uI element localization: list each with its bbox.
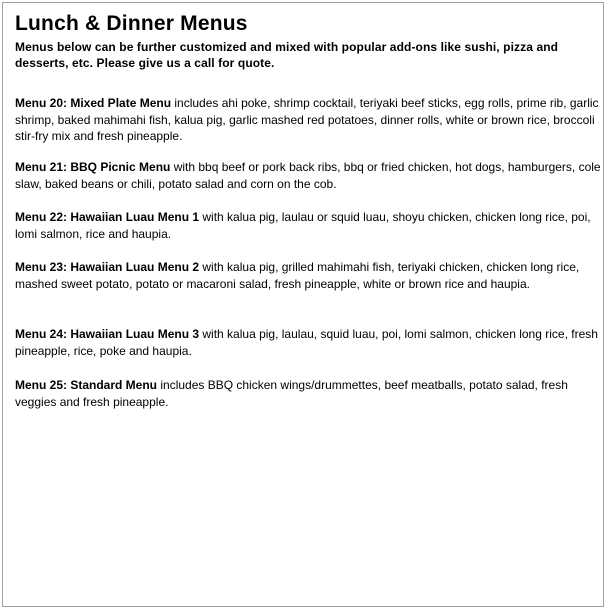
menu-description: with kalua pig, laulau or squid luau, shoyu chicken, chicken long rice, poi, lomi salmon, rice and haupia. xyxy=(15,210,591,241)
menu-number: Menu 22: xyxy=(15,210,71,224)
document-frame xyxy=(2,2,604,607)
menu-number: Menu 20: xyxy=(15,96,71,110)
menu-name: Mixed Plate Menu xyxy=(70,96,172,110)
menu-name: Hawaiian Luau Menu 3 xyxy=(70,327,200,341)
menu-item-22 xyxy=(15,209,603,242)
menu-item-20 xyxy=(15,95,603,145)
menu-description: includes BBQ chicken wings/drummettes, beef meatballs, potato salad, fresh veggies and fresh pineapple. xyxy=(15,378,568,409)
menu-name: BBQ Picnic Menu xyxy=(70,160,171,174)
menu-item-23 xyxy=(15,259,603,292)
menu-number: Menu 25: xyxy=(15,378,71,392)
menu-item-24 xyxy=(15,326,603,359)
menu-number: Menu 23: xyxy=(15,260,71,274)
menu-description: with kalua pig, grilled mahimahi fish, teriyaki chicken, chicken long rice, mashed sweet potato, potato or macaroni salad, fresh pineapple, white or brown rice and haupia. xyxy=(15,260,580,291)
page-title: Lunch & Dinner Menus xyxy=(15,12,248,35)
menu-name: Standard Menu xyxy=(70,378,158,392)
menu-description: with kalua pig, laulau, squid luau, poi, lomi salmon, chicken long rice, fresh pineapple, rice, poke and haupia. xyxy=(15,327,598,358)
document-content xyxy=(15,11,603,409)
menu-number: Menu 24: xyxy=(15,327,71,341)
menu-description: includes ahi poke, shrimp cocktail, teriyaki beef sticks, egg rolls, prime rib, garlic shrimp, baked mahimahi fish, kalua pig, garlic mashed red potatoes, dinner rolls, white or brown rice, broccoli stir-fry mix and fresh pineapple. xyxy=(15,96,599,143)
menu-item-21 xyxy=(15,159,603,192)
menu-item-25 xyxy=(15,377,603,410)
menu-description: with bbq beef or pork back ribs, bbq or fried chicken, hot dogs, hamburgers, cole slaw, baked beans or chili, potato salad and corn on the cob. xyxy=(15,160,601,191)
menu-number: Menu 21: xyxy=(15,160,71,174)
menu-name: Hawaiian Luau Menu 1 xyxy=(70,210,200,224)
menu-name: Hawaiian Luau Menu 2 xyxy=(70,260,200,274)
intro-text: Menus below can be further customized and mixed with popular add-ons like sushi, pizza and desserts, etc. Please give us a call for quote. xyxy=(15,40,559,70)
